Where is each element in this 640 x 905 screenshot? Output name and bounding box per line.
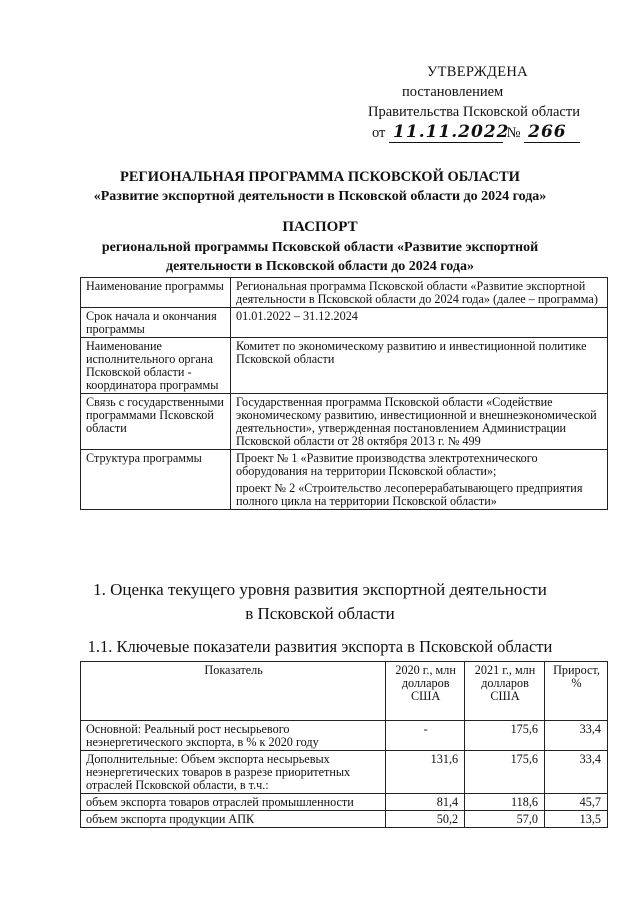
indicator-name: Дополнительные: Объем экспорта несырьевых неэнергетических товаров в разрезе приоритетных отраслей Псковской области, в т.ч.: [81, 751, 386, 794]
header-growth: Прирост, % [545, 662, 608, 721]
passport-label: Связь с государственными программами Псковской области [81, 394, 231, 450]
indicator-v2020: 81,4 [386, 794, 465, 811]
passport-value-paragraph: Проект № 1 «Развитие производства электротехнического оборудования на территории Псковской области»; [236, 451, 538, 478]
indicator-growth: 33,4 [545, 721, 608, 751]
passport-value-paragraph: Комитет по экономическому развитию и инвестиционной политике Псковской области [236, 339, 587, 366]
indicator-v2021: 118,6 [465, 794, 545, 811]
passport-value-paragraph: проект № 2 «Строительство лесоперерабатывающего предприятия полного цикла на территории Псковской области» [236, 481, 583, 508]
passport-table [80, 277, 608, 510]
indicator-v2021: 175,6 [465, 721, 545, 751]
indicator-growth: 33,4 [545, 751, 608, 794]
header-2021: 2021 г., млн долларов США [465, 662, 545, 721]
handwritten-number: 266 [524, 122, 580, 143]
passport-value-paragraph: Региональная программа Псковской области «Развитие экспортной деятельности в Псковской области до 2024 года» (далее – программа) [236, 279, 598, 306]
indicator-v2020: - [386, 721, 465, 751]
approval-date-line [360, 122, 600, 143]
indicator-growth: 13,5 [545, 811, 608, 828]
passport-label: Наименование исполнительного органа Псковской области - координатора программы [81, 338, 231, 394]
passport-value-paragraph: Государственная программа Псковской области «Содействие экономическому развитию, инвестиционной и внешнеэкономической деятельности», утвержденная постановлением Администрации Псковской области от 28 октября 2013 г. № 499 [236, 395, 597, 448]
passport-value [231, 394, 608, 450]
passport-heading: ПАСПОРТ [282, 219, 358, 235]
indicator-growth: 45,7 [545, 794, 608, 811]
passport-row [81, 450, 608, 510]
subsection-heading: 1.1. Ключевые показатели развития экспорта в Псковской области [87, 637, 553, 656]
indicator-v2020: 131,6 [386, 751, 465, 794]
approval-heading: УТВЕРЖДЕНА [427, 64, 528, 80]
indicators-table [80, 661, 608, 828]
passport-value [231, 338, 608, 394]
section-heading [0, 578, 640, 626]
section-heading-line2: в Псковской области [245, 604, 395, 623]
passport-row [81, 278, 608, 308]
program-title: РЕГИОНАЛЬНАЯ ПРОГРАММА ПСКОВСКОЙ ОБЛАСТИ [120, 169, 520, 185]
passport-value [231, 308, 608, 338]
indicator-row [81, 794, 608, 811]
passport-subheading: региональной программы Псковской области «Развитие экспортной деятельности в Псковской области до 2024 года» [101, 240, 539, 274]
approval-line-decree: постановлением [402, 84, 504, 100]
header-2020: 2020 г., млн долларов США [386, 662, 465, 721]
handwritten-date: 11.11.2022 [389, 122, 503, 143]
passport-label: Срок начала и окончания программы [81, 308, 231, 338]
indicator-v2021: 57,0 [465, 811, 545, 828]
header-indicator: Показатель [81, 662, 386, 721]
indicator-v2021: 175,6 [465, 751, 545, 794]
indicator-row [81, 721, 608, 751]
approval-block [360, 62, 600, 143]
passport-label: Наименование программы [81, 278, 231, 308]
indicator-name: объем экспорта продукции АПК [81, 811, 386, 828]
passport-value-paragraph: 01.01.2022 – 31.12.2024 [236, 309, 358, 323]
indicator-row [81, 751, 608, 794]
section-heading-line1: 1. Оценка текущего уровня развития экспортной деятельности [93, 580, 547, 599]
program-subtitle: «Развитие экспортной деятельности в Псковской области до 2024 года» [93, 189, 547, 204]
indicator-name: объем экспорта товаров отраслей промышленности [81, 794, 386, 811]
passport-value [231, 450, 608, 510]
date-prefix: от [372, 125, 386, 141]
indicators-header-row [81, 662, 608, 721]
passport-value [231, 278, 608, 308]
number-prefix: № [506, 125, 521, 141]
passport-label: Структура программы [81, 450, 231, 510]
indicator-v2020: 50,2 [386, 811, 465, 828]
passport-row [81, 394, 608, 450]
passport-row [81, 338, 608, 394]
indicator-row [81, 811, 608, 828]
approval-line-government: Правительства Псковской области [368, 104, 580, 120]
indicator-name: Основной: Реальный рост несырьевого неэнергетического экспорта, в % к 2020 году [81, 721, 386, 751]
passport-row [81, 308, 608, 338]
